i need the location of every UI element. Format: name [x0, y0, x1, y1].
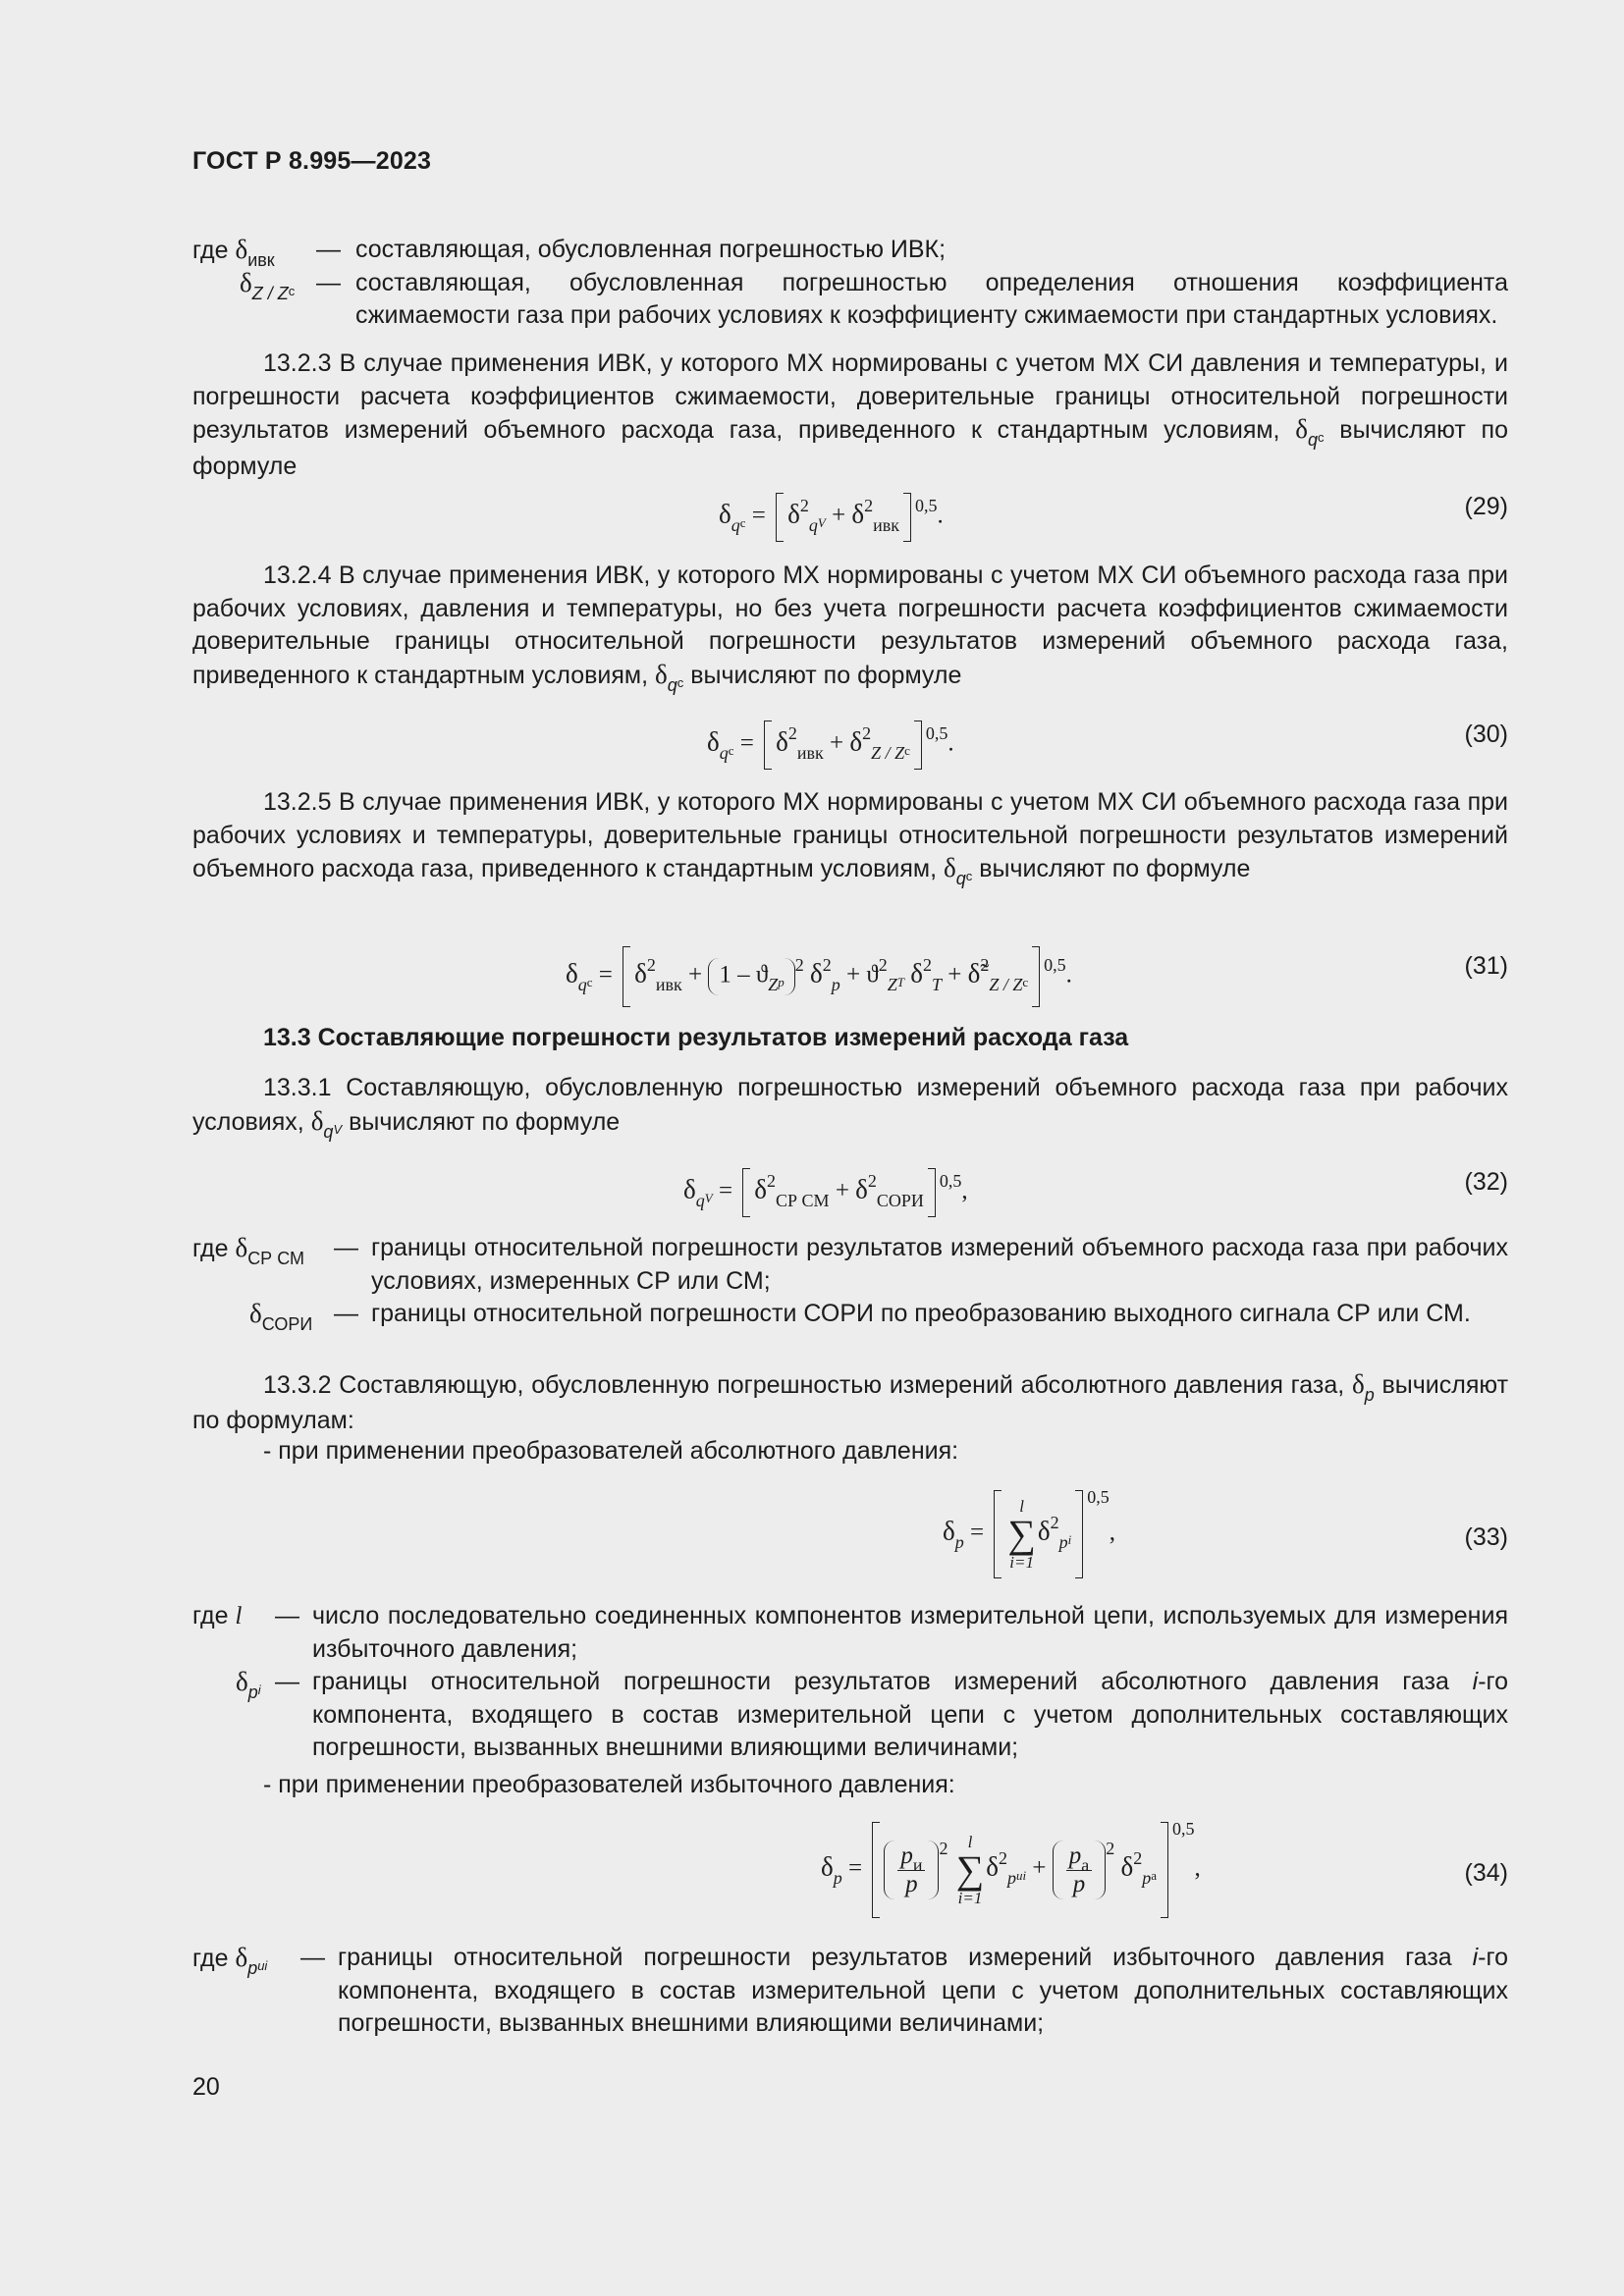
definition-text: составляющая, обусловленная погрешностью ИВК;	[355, 236, 947, 263]
paragraph-13-2-4: 13.2.4 В случае применения ИВК, у которого МХ нормированы с учетом МХ СИ объемного расхода газа при рабочих условиях, давления и температуры, но без учета погрешности расчета коэффициентов сжимаемости доверительные границы относительной погрешности результатов измерений объемного расхода газа, приведенного к стандартным условиям, $\delta_qс$ вычисляют по формуле	[192, 561, 1508, 695]
formula-29: $\delta_qс = \delta^2_qV + \delta^2_{ивк}^{0,5}$. (29)	[192, 493, 1508, 542]
definition-row: $\delta_{Z / Z}с$ — составляющая, обусловленная погрешностью определения отношения коэффициента сжимаемости газа при рабочих условиях к коэффициенту сжимаемости при стандартных условиях.	[192, 267, 1508, 333]
definition-text: границы относительной погрешности СОРИ по преобразованию выходного сигнала СР или СМ.	[371, 1300, 1471, 1327]
formula-number: (33)	[1464, 1523, 1508, 1551]
definition-text: составляющая, обусловленная погрешностью определения отношения коэффициента сжимаемости газа при рабочих условиях к коэффициенту сжимаемости при стандартных условиях.	[355, 268, 1508, 329]
formula-number: (32)	[1464, 1168, 1508, 1196]
formula-number: (31)	[1464, 952, 1508, 980]
paragraph-13-3-2: 13.3.2 Составляющую, обусловленную погрешностью измерений абсолютного давления газа, $\delta_p$ вычисляют по формулам:	[192, 1369, 1509, 1434]
paragraph-13-3-1: 13.3.1 Составляющую, обусловленную погрешностью измерений объемного расхода газа при рабочих условиях, $\delta_qV$ вычисляют по формуле	[192, 1074, 1508, 1142]
definitions-c	[192, 1600, 1508, 1765]
formula-33: $\delta_p$ = l ∑ i=1 $\delta^2_pi^{0,5}$, (33)	[192, 1490, 1508, 1584]
definition-row: $\delta_{СОРИ}$ — границы относительной погрешности СОРИ по преобразованию выходного сигнала СР или СМ.	[192, 1298, 1508, 1331]
definition-row: где $\delta_{ивк}$ — составляющая, обусловленная погрешностью ИВК;	[192, 234, 1508, 267]
definition-row: где $\delta_{СР СМ}$ — границы относительной погрешности результатов измерений объемного расхода газа при рабочих условиях, измеренных СР или СМ;	[192, 1232, 1508, 1298]
formula-number: (30)	[1464, 721, 1508, 748]
paragraph-13-2-3: 13.2.3 В случае применения ИВК, у которого МХ нормированы с учетом МХ СИ давления и температуры, и погрешности расчета коэффициентов сжимаемости, доверительные границы относительной погрешности результатов измерений объемного расхода газа, приведенного к стандартным условиям, $\delta_qс$ вычисляют по формуле	[192, 349, 1509, 480]
definitions-d	[192, 1942, 1508, 2041]
definition-row: $\delta_pi$ — границы относительной погрешности результатов измерений абсолютного давления газа i-го компонента, входящего в состав измерительной цепи с учетом дополнительных составляющих погрешности, вызванных внешними влияющими величинами;	[192, 1666, 1508, 1765]
paragraph-13-2-5: 13.2.5 В случае применения ИВК, у которого МХ нормированы с учетом МХ СИ объемного расхода газа при рабочих условиях и температуры, доверительные границы относительной погрешности результатов измерений объемного расхода газа, приведенного к стандартным условиям, $\delta_qс$ вычисляют по формуле	[192, 788, 1508, 888]
definition-text: границы относительной погрешности результатов измерений избыточного давления газа i-го компонента, входящего в состав измерительной цепи с учетом дополнительных составляющих погрешности, вызванных внешними влияющими величинами;	[338, 1944, 1508, 2037]
definitions-b	[192, 1232, 1508, 1334]
document-header: ГОСТ Р 8.995—2023	[192, 147, 432, 175]
definition-text: границы относительной погрешности результатов измерений объемного расхода газа при рабочих условиях, измеренных СР или СМ;	[371, 1234, 1508, 1295]
definition-symbol: $\delta_{Z / Z}с$	[240, 267, 296, 303]
formula-number: (34)	[1464, 1859, 1508, 1887]
definition-symbol: где $\delta_{СР СМ}$	[192, 1233, 304, 1268]
formula-number: (29)	[1464, 493, 1508, 520]
list-item-absolute: - при применении преобразователей абсолютного давления:	[263, 1437, 959, 1465]
page-number: 20	[192, 2073, 220, 2101]
definition-symbol: где $\delta_{ивк}$	[192, 235, 275, 270]
definition-symbol: $\delta_pi$	[236, 1667, 261, 1702]
formula-32: $\delta_qV = \delta^2_{СР СМ} + \delta^2_{СОРИ}^{0,5}$, (32)	[192, 1168, 1508, 1217]
formula-30: $\delta_qс = \delta^2_{ивк} + \delta^2_{Z / Z}с^{0,5}$. (30)	[192, 721, 1508, 770]
definition-text: границы относительной погрешности результатов измерений абсолютного давления газа i-го компонента, входящего в состав измерительной цепи с учетом дополнительных составляющих погрешности, вызванных внешними влияющими величинами;	[312, 1668, 1508, 1761]
definition-row: где $\delta_pиi$ — границы относительной погрешности результатов измерений избыточного давления газа i-го компонента, входящего в состав измерительной цепи с учетом дополнительных составляющих погрешности, вызванных внешними влияющими величинами;	[192, 1942, 1508, 2041]
definition-symbol: где $\delta_pиi$	[192, 1943, 268, 1978]
definition-symbol: $\delta_{СОРИ}$	[249, 1299, 313, 1334]
definition-row: где l — число последовательно соединенных компонентов измерительной цепи, используемых для измерения избыточного давления;	[192, 1600, 1508, 1666]
formula-34: $\delta_p$ = $\frac{p_и}{p}$ $^2$ l ∑ i=1 $\delta^2_pиi$ + $\frac{p_а}{p}$ $^2$ $\delta^2_pа^{0,5}$, (34)	[192, 1822, 1508, 1924]
formula-31: $\delta_qс = \delta^2_{ивк} + 1 - ϑ_Zp^2$ $\delta^2_p + ϑ^2_ZT$ $\delta^2_T$ + $\deltã^2_{Z / Z}с^{0,5}$. (31)	[192, 946, 1508, 1005]
list-item-excess: - при применении преобразователей избыточного давления:	[263, 1771, 955, 1798]
section-heading-13-3: 13.3 Составляющие погрешности результатов измерений расхода газа	[263, 1024, 1129, 1051]
definition-symbol: где l	[192, 1602, 243, 1629]
definition-text: число последовательно соединенных компонентов измерительной цепи, используемых для измерения избыточного давления;	[312, 1602, 1508, 1663]
definitions-a	[192, 234, 1508, 333]
